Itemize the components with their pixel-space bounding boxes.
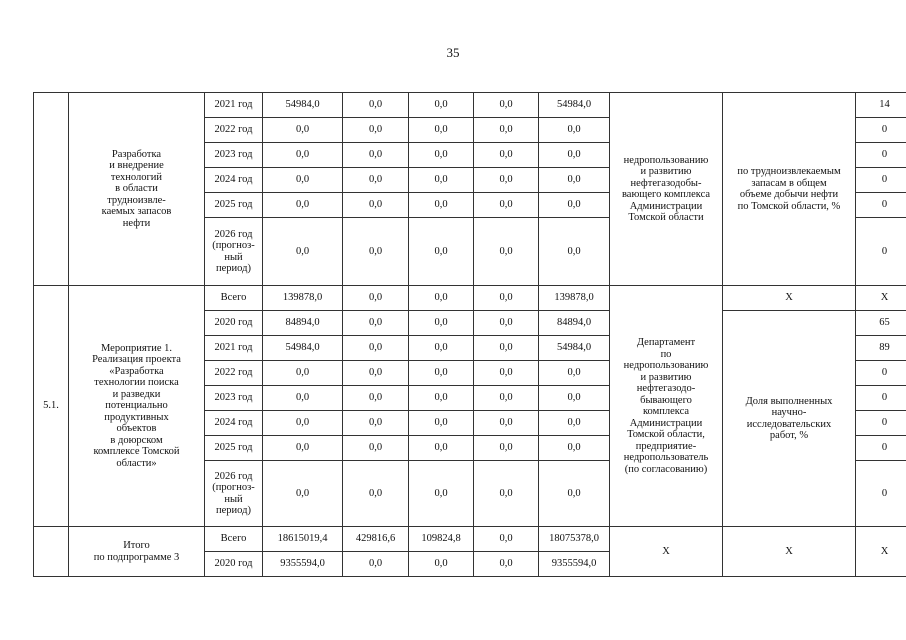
extrabudgetary-cell: 0,0 [539,193,610,218]
target-value-cell: 0 [856,143,906,168]
local-budget-cell: 0,0 [474,336,539,361]
target-value-cell: Х [856,286,906,311]
local-budget-cell: 0,0 [474,386,539,411]
regional-budget-cell: 0,0 [409,386,474,411]
program-table [33,92,906,577]
total-amount-cell: 0,0 [263,386,343,411]
extrabudgetary-cell: 0,0 [539,386,610,411]
federal-budget-cell: 0,0 [343,143,409,168]
index-cell: 5.1. [34,286,69,527]
local-budget-cell: 0,0 [474,193,539,218]
year-cell: 2026 год (прогноз- ный период) [205,218,263,286]
federal-budget-cell: 0,0 [343,552,409,577]
measure-name-cell: Разработка и внедрение технологий в области трудноизвле- каемых запасов нефти [69,93,205,286]
local-budget-cell: 0,0 [474,143,539,168]
measure-name-cell: Мероприятие 1. Реализация проекта «Разработка технологии поиска и разведки потенциально продуктивных объектов в доюрском комплексе Томской области» [69,286,205,527]
total-amount-cell: 9355594,0 [263,552,343,577]
federal-budget-cell: 0,0 [343,361,409,386]
local-budget-cell: 0,0 [474,286,539,311]
regional-budget-cell: 0,0 [409,461,474,527]
indicator-cell: Доля выполненных научно- исследовательских работ, % [723,311,856,527]
extrabudgetary-cell: 18075378,0 [539,527,610,552]
total-amount-cell: 0,0 [263,436,343,461]
extrabudgetary-cell: 0,0 [539,361,610,386]
target-value-cell: 0 [856,436,906,461]
year-cell: 2025 год [205,193,263,218]
table-row [34,286,906,311]
executor-cell: Департамент по недропользованию и развитию нефтегазодо- бывающего комплекса Администрации Томской области, предприятие- недропользователь (по согласованию) [610,286,723,527]
year-cell: 2020 год [205,311,263,336]
local-budget-cell: 0,0 [474,436,539,461]
local-budget-cell: 0,0 [474,527,539,552]
regional-budget-cell: 0,0 [409,411,474,436]
federal-budget-cell: 0,0 [343,93,409,118]
year-cell: 2020 год [205,552,263,577]
target-value-cell: 0 [856,168,906,193]
target-value-cell: 0 [856,361,906,386]
target-value-cell: 0 [856,218,906,286]
regional-budget-cell: 0,0 [409,311,474,336]
total-amount-cell: 139878,0 [263,286,343,311]
extrabudgetary-cell: 0,0 [539,218,610,286]
local-budget-cell: 0,0 [474,118,539,143]
executor-cell: недропользованию и развитию нефтегазодобы- вающего комплекса Администрации Томской области [610,93,723,286]
total-amount-cell: 84894,0 [263,311,343,336]
regional-budget-cell: 0,0 [409,118,474,143]
regional-budget-cell: 109824,8 [409,527,474,552]
year-cell: 2022 год [205,361,263,386]
total-amount-cell: 54984,0 [263,336,343,361]
local-budget-cell: 0,0 [474,93,539,118]
federal-budget-cell: 0,0 [343,311,409,336]
total-amount-cell: 0,0 [263,168,343,193]
total-amount-cell: 0,0 [263,143,343,168]
extrabudgetary-cell: 84894,0 [539,311,610,336]
extrabudgetary-cell: 0,0 [539,436,610,461]
federal-budget-cell: 0,0 [343,218,409,286]
regional-budget-cell: 0,0 [409,436,474,461]
total-amount-cell: 0,0 [263,118,343,143]
year-cell: Всего [205,286,263,311]
total-amount-cell: 54984,0 [263,93,343,118]
indicator-cell: Х [723,527,856,577]
local-budget-cell: 0,0 [474,218,539,286]
table-body [34,93,906,577]
year-cell: 2025 год [205,436,263,461]
regional-budget-cell: 0,0 [409,143,474,168]
local-budget-cell: 0,0 [474,311,539,336]
table-row [34,93,906,118]
local-budget-cell: 0,0 [474,168,539,193]
total-amount-cell: 18615019,4 [263,527,343,552]
total-amount-cell: 0,0 [263,193,343,218]
year-cell: 2023 год [205,143,263,168]
local-budget-cell: 0,0 [474,552,539,577]
extrabudgetary-cell: 0,0 [539,411,610,436]
year-cell: 2023 год [205,386,263,411]
year-cell: 2021 год [205,336,263,361]
target-value-cell: 0 [856,118,906,143]
extrabudgetary-cell: 0,0 [539,168,610,193]
regional-budget-cell: 0,0 [409,336,474,361]
federal-budget-cell: 0,0 [343,461,409,527]
extrabudgetary-cell: 54984,0 [539,336,610,361]
local-budget-cell: 0,0 [474,361,539,386]
regional-budget-cell: 0,0 [409,286,474,311]
regional-budget-cell: 0,0 [409,193,474,218]
total-amount-cell: 0,0 [263,461,343,527]
extrabudgetary-cell: 0,0 [539,118,610,143]
year-cell: 2026 год (прогноз- ный период) [205,461,263,527]
federal-budget-cell: 0,0 [343,386,409,411]
regional-budget-cell: 0,0 [409,168,474,193]
federal-budget-cell: 0,0 [343,286,409,311]
target-value-cell: 0 [856,411,906,436]
executor-cell: Х [610,527,723,577]
federal-budget-cell: 0,0 [343,411,409,436]
regional-budget-cell: 0,0 [409,218,474,286]
federal-budget-cell: 429816,6 [343,527,409,552]
local-budget-cell: 0,0 [474,411,539,436]
extrabudgetary-cell: 139878,0 [539,286,610,311]
target-value-cell: 14 [856,93,906,118]
total-amount-cell: 0,0 [263,411,343,436]
federal-budget-cell: 0,0 [343,193,409,218]
federal-budget-cell: 0,0 [343,168,409,193]
federal-budget-cell: 0,0 [343,118,409,143]
table-row [34,527,906,552]
index-cell [34,527,69,577]
page-number: 35 [446,45,460,60]
target-value-cell: 0 [856,461,906,527]
federal-budget-cell: 0,0 [343,336,409,361]
target-value-cell: 89 [856,336,906,361]
extrabudgetary-cell: 54984,0 [539,93,610,118]
target-value-cell: 65 [856,311,906,336]
target-value-cell: 0 [856,386,906,411]
year-cell: 2024 год [205,411,263,436]
year-cell: 2021 год [205,93,263,118]
regional-budget-cell: 0,0 [409,552,474,577]
extrabudgetary-cell: 0,0 [539,143,610,168]
extrabudgetary-cell: 9355594,0 [539,552,610,577]
target-value-cell: Х [856,527,906,577]
year-cell: 2024 год [205,168,263,193]
year-cell: Всего [205,527,263,552]
target-value-cell: 0 [856,193,906,218]
index-cell [34,93,69,286]
regional-budget-cell: 0,0 [409,361,474,386]
total-label-cell: Итого по подпрограмме 3 [69,527,205,577]
total-amount-cell: 0,0 [263,361,343,386]
regional-budget-cell: 0,0 [409,93,474,118]
federal-budget-cell: 0,0 [343,436,409,461]
extrabudgetary-cell: 0,0 [539,461,610,527]
total-amount-cell: 0,0 [263,218,343,286]
local-budget-cell: 0,0 [474,461,539,527]
year-cell: 2022 год [205,118,263,143]
indicator-cell: по трудноизвлекаемым запасам в общем объеме добычи нефти по Томской области, % [723,93,856,286]
indicator-cell: Х [723,286,856,311]
